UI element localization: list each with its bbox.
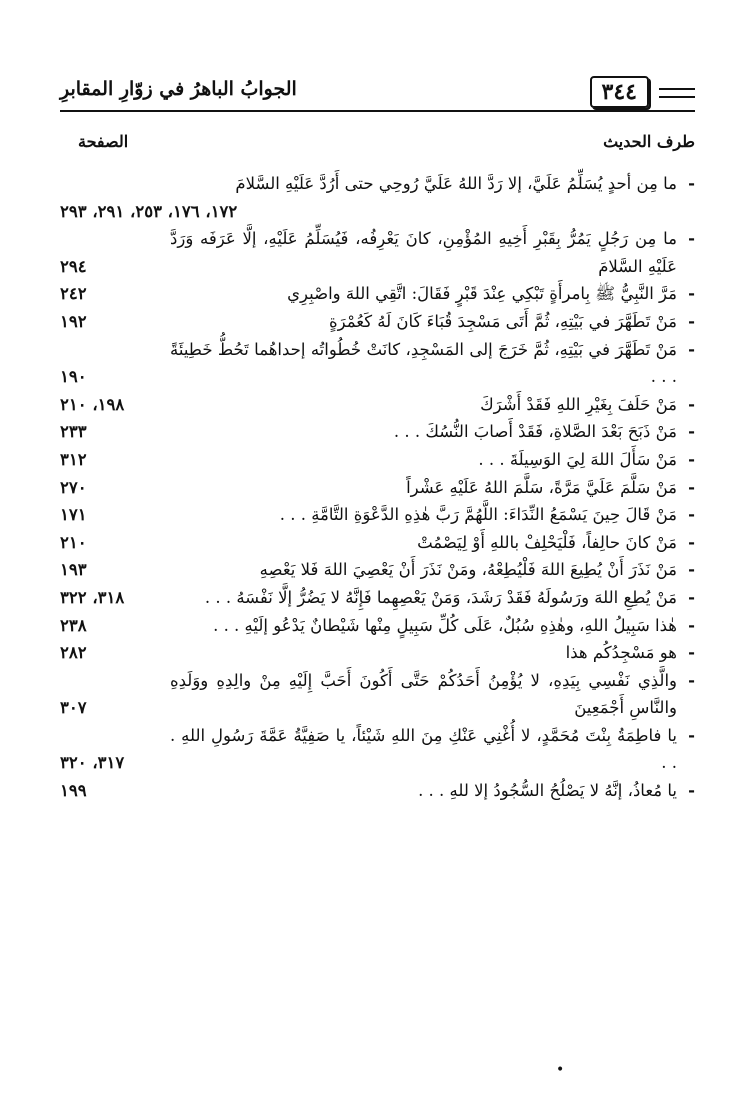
entry-bullet: - (688, 174, 695, 193)
index-entry (60, 225, 695, 280)
entry-bullet: - (688, 394, 695, 414)
entry-bullet: - (688, 643, 695, 663)
entry-text: مَنْ ذَبَحَ بَعْدَ الصَّلاةِ، فَقَدْ أَصابَ النُّسُكَ . . . (393, 422, 677, 442)
entry-bullet: - (688, 505, 695, 525)
entry-pages: ١٩٠ (60, 367, 87, 387)
entry-bullet: - (688, 477, 695, 497)
column-heading-hadith: طرف الحديث (603, 132, 695, 151)
column-headings (60, 132, 695, 158)
entry-bullet: - (688, 311, 695, 331)
entry-text: مَنْ يُطِعِ اللهَ ورَسُولَهُ فَقَدْ رَشَدَ، وَمَنْ يَعْصِهِما فَإِنَّهُ لا يَضُرُّ إلَّا نَفْسَهُ . . . (204, 587, 677, 607)
index-entry (60, 612, 695, 640)
entry-bullet: - (688, 422, 695, 442)
entry-text: يا فاطِمَةُ بِنْتَ مُحَمَّدٍ، لا أُغْنِي عَنْكِ مِنَ اللهِ شَيْئاً، يا صَفِيَّةُ عَمَّةَ رَسُولِ اللهِ . . . (170, 725, 677, 773)
entry-bullet: - (688, 725, 695, 745)
index-entry (60, 777, 695, 805)
index-entry (60, 308, 695, 336)
index-entry (60, 556, 695, 584)
entry-text: مَنْ سَلَّمَ عَلَيَّ مَرَّةً، سَلَّمَ اللهُ عَلَيْهِ عَشْراً (406, 477, 677, 497)
entry-pages: ١٧١ (60, 505, 87, 525)
index-entry (60, 529, 695, 557)
entry-pages: ٢٣٨ (60, 615, 87, 635)
entry-pages: ٢٣٣ (60, 422, 87, 442)
page-number: ٣٤٤ (590, 76, 649, 108)
entry-bullet: - (688, 670, 695, 690)
entry-text: مَرَّ النَّبِيُّ ﷺ بِامرأَةٍ تَبْكِي عِنْدَ قَبْرٍ فَقَالَ: اتَّقِي اللهَ واصْبِرِي (287, 284, 677, 304)
index-entry (60, 280, 695, 308)
entry-text: هٰذا سَبِيلُ اللهِ، وهٰذِهِ سُبُلٌ، عَلَى كُلِّ سَبِيلٍ مِنْها شَيْطانٌ يَدْعُو إلَيْهِ . . . (213, 615, 677, 635)
book-title: الجوابُ الباهرُ في زوّارِ المقابرِ (60, 78, 297, 100)
entry-bullet: - (688, 587, 695, 607)
entry-text: مَنْ كانَ حالِفاً، فَلْيَحْلِفْ باللهِ أَوْ لِيَصْمُتْ (417, 532, 677, 552)
entry-bullet: - (688, 449, 695, 469)
entry-pages: ٣١٢ (60, 449, 87, 469)
hadith-index-list (60, 170, 695, 805)
entry-pages: ٢٨٢ (60, 643, 87, 663)
index-entry (60, 584, 695, 612)
entry-pages: ١٩٩ (60, 781, 87, 801)
header-ornament (659, 88, 695, 98)
index-entry (60, 667, 695, 722)
entry-text: مَنْ نَذَرَ أَنْ يُطِيعَ اللهَ فَلْيُطِعْهُ، ومَنْ نَذَرَ أَنْ يَعْصِيَ اللهَ فَلا يَعْصِهِ (259, 560, 677, 580)
entry-text: هو مَسْجِدُكُم هذا (565, 643, 677, 663)
entry-text: مَنْ سَأَلَ اللهَ لِيَ الوَسِيلَةَ . . . (478, 449, 677, 469)
entry-pages: ٢٤٢ (60, 284, 87, 304)
entry-text: والَّذِي نَفْسِي بِيَدِهِ، لا يُؤْمِنُ أَحَدُكُمْ حَتَّى أَكُونَ أَحَبَّ إِلَيْهِ مِنْ والِدِهِ ووَلَدِهِ والنَّاسِ أَجْمَعِينَ (170, 670, 677, 718)
index-entry (60, 391, 695, 419)
entry-text: ما مِن أحدٍ يُسَلِّمُ عَلَيَّ، إلا رَدَّ اللهُ عَلَيَّ رُوحِي حتى أَرُدَّ عَلَيْهِ السَّلامَ (235, 174, 677, 193)
entry-pages: ٢٩٤ (60, 256, 87, 276)
entry-pages: ١٩٨، ٢١٠ (60, 394, 125, 414)
entry-text: يا مُعاذُ، إنَّهُ لا يَصْلُحُ السُّجُودُ إلا للهِ . . . (418, 781, 677, 801)
entry-pages: ١٧٢، ١٧٦، ٢٥٣، ٢٩١، ٢٩٣ (60, 201, 238, 221)
entry-pages: ٣١٧، ٣٢٠ (60, 753, 125, 773)
entry-pages: ١٩٢ (60, 311, 87, 331)
index-entry (60, 722, 695, 777)
index-entry (60, 336, 695, 391)
entry-text: مَنْ تَطَهَّرَ في بَيْتِهِ، ثُمَّ أَتَى مَسْجِدَ قُبَاءَ كَانَ لَهُ كَعُمْرَةٍ (328, 311, 677, 331)
entry-bullet: - (688, 284, 695, 304)
index-entry (60, 639, 695, 667)
entry-text: مَنْ حَلَفَ بِغَيْرِ اللهِ فَقَدْ أَشْرَكَ (480, 394, 677, 414)
index-entry (60, 170, 695, 225)
entry-text: مَنْ قَالَ حِينَ يَسْمَعُ النِّدَاءَ: اللَّهُمَّ رَبَّ هٰذِهِ الدَّعْوَةِ التَّامَّةِ . . . (279, 505, 677, 525)
entry-bullet: - (688, 532, 695, 552)
entry-bullet: - (688, 560, 695, 580)
index-entry (60, 474, 695, 502)
entry-text: ما مِن رَجُلٍ يَمُرُّ بِقَبْرِ أَخِيهِ المُؤْمِنِ، كانَ يَعْرِفُه، فَيُسَلِّمُ عَلَيْهِ، إلَّا عَرَفَه وَرَدَّ عَلَيْهِ السَّلامَ (170, 229, 677, 276)
entry-bullet: - (688, 781, 695, 801)
entry-text: مَنْ تَطَهَّرَ في بَيْتِهِ، ثُمَّ خَرَجَ إلى المَسْجِدِ، كانَتْ خُطُواتُه إحداهُما تَحُطُّ خَطِيئَةً . . . (170, 339, 677, 387)
entry-pages: ٢٧٠ (60, 477, 87, 497)
header-rule (60, 110, 695, 112)
entry-bullet: - (688, 615, 695, 635)
index-entry (60, 446, 695, 474)
index-entry (60, 418, 695, 446)
entry-pages: ٣٠٧ (60, 698, 87, 718)
index-entry (60, 501, 695, 529)
entry-pages: ٢١٠ (60, 532, 87, 552)
entry-pages: ٣١٨، ٣٢٢ (60, 587, 125, 607)
entry-bullet: - (688, 229, 695, 249)
page-header (60, 72, 695, 116)
entry-pages: ١٩٣ (60, 560, 87, 580)
footer-mark: • (556, 1062, 565, 1078)
column-heading-page: الصفحة (78, 132, 129, 151)
entry-bullet: - (688, 339, 695, 359)
